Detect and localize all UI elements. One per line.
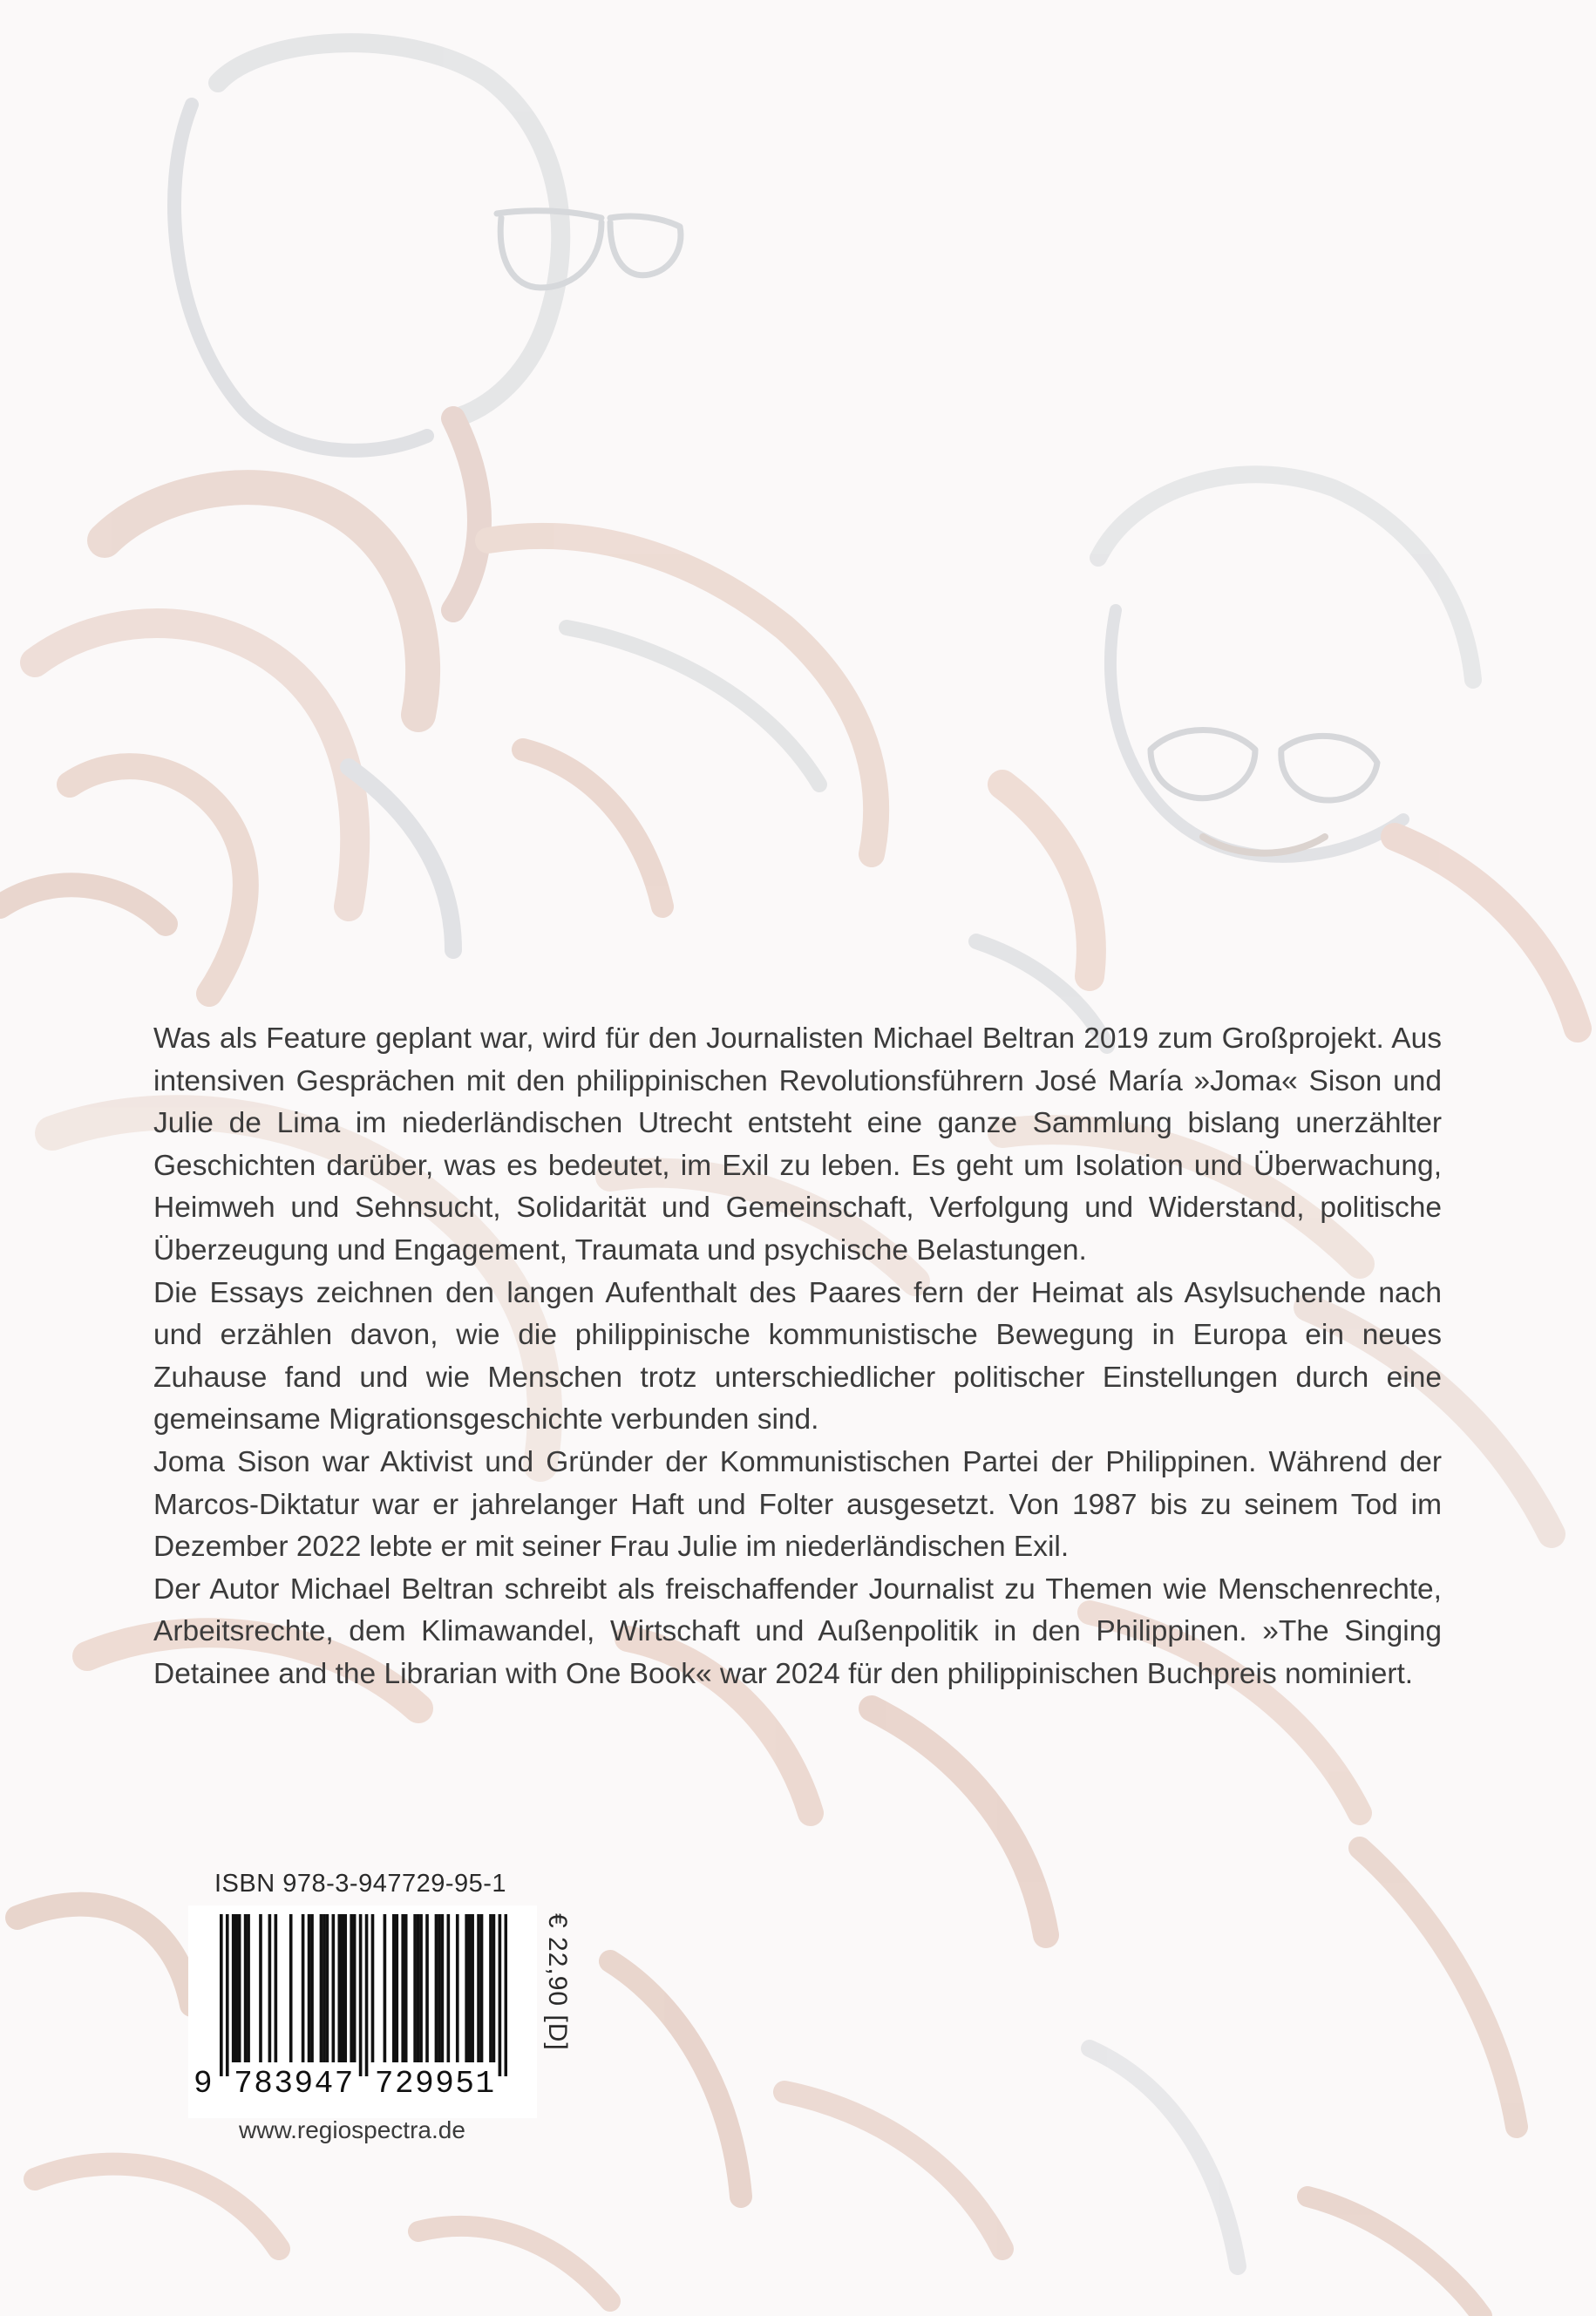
barcode-bar bbox=[234, 1914, 238, 2062]
barcode-bar bbox=[489, 1914, 492, 2062]
barcode-bar bbox=[308, 1914, 311, 2062]
barcode-bar bbox=[310, 1914, 314, 2062]
barcode-bar bbox=[456, 1914, 459, 2062]
barcode-digits: 9 783947 729951 bbox=[194, 2066, 496, 2102]
blurb-paragraph: Was als Feature geplant war, wird für den Journalisten Michael Beltran 2019 zum Großprojekt. Aus intensiven Gesprächen mit den philippinischen Revolutionsführern José María »Joma« Sison und Julie de Lima im niederländischen Utrecht entsteht eine ganze Sammlung bislang unerzählter Geschichten darüber, was es bedeutet, im Exil zu leben. Es geht um Isolation und Überwachung, Heimweh und Sehnsucht, Solidarität und Gemeinschaft, Verfolgung und Widerstand, politische Überzeugung und Engagement, Traumata und psychische Belastungen. bbox=[153, 1022, 1442, 1267]
isbn-label: ISBN 978-3-947729-95-1 bbox=[214, 1870, 507, 1898]
barcode-bar bbox=[343, 1914, 347, 2062]
barcode-bar bbox=[471, 1914, 474, 2062]
barcode-bar bbox=[384, 1914, 387, 2062]
barcode-bar bbox=[244, 1914, 248, 2062]
barcode-bar bbox=[275, 1914, 278, 2062]
barcode-bar bbox=[465, 1914, 468, 2062]
barcode-bar bbox=[268, 1914, 272, 2062]
barcode-bar bbox=[302, 1914, 305, 2062]
barcode-area bbox=[188, 1905, 537, 2118]
barcode-bar bbox=[350, 1914, 353, 2062]
ean13-barcode-icon bbox=[220, 1914, 507, 2076]
barcode-bar bbox=[326, 1914, 329, 2062]
barcode-bar bbox=[435, 1914, 438, 2062]
barcode-bar bbox=[413, 1914, 417, 2062]
barcode-bar bbox=[259, 1914, 262, 2062]
barcode-bar bbox=[492, 1914, 496, 2062]
barcode-bar bbox=[404, 1914, 408, 2062]
barcode-bar bbox=[447, 1914, 451, 2062]
barcode-bar bbox=[353, 1914, 357, 2062]
barcode-bar bbox=[238, 1914, 241, 2062]
barcode-bar bbox=[232, 1914, 235, 2062]
barcode-bar bbox=[371, 1914, 375, 2062]
price-label: € 22,90 [D] bbox=[543, 1913, 572, 2051]
barcode-bar bbox=[220, 1914, 223, 2076]
barcode-bar bbox=[401, 1914, 404, 2062]
barcode-bar bbox=[425, 1914, 429, 2062]
barcode-bar bbox=[341, 1914, 344, 2062]
barcode-bar bbox=[323, 1914, 326, 2062]
publisher-website: www.regiospectra.de bbox=[239, 2116, 465, 2143]
barcode-bar bbox=[289, 1914, 293, 2062]
barcode-bar bbox=[417, 1914, 420, 2062]
barcode-bar bbox=[226, 1914, 229, 2076]
blurb-paragraph: Der Autor Michael Beltran schreibt als freischaffender Journalist zu Themen wie Menschenrechte, Arbeitsrechte, dem Klimawandel, Wirtschaft und Außenpolitik in den Philippinen. »The Singing Detainee and the Librarian with One Book« war 2024 für den philippinischen Buchpreis nominiert. bbox=[153, 1572, 1442, 1690]
barcode-bar bbox=[480, 1914, 484, 2062]
barcode-bar bbox=[392, 1914, 396, 2062]
barcode-bar bbox=[419, 1914, 423, 2062]
blurb-text bbox=[153, 1018, 1442, 1696]
blurb-paragraph: Die Essays zeichnen den langen Aufenthalt des Paares fern der Heimat als Asylsuchende nach und erzählen davon, wie die philippinische kommunistische Bewegung in Europa ein neues Zuhause fand und wie Menschen trotz unterschiedlicher politischer Einstellungen durch eine gemeinsame Migrationsgeschichte verbunden sind. bbox=[153, 1276, 1442, 1436]
barcode-bar bbox=[468, 1914, 472, 2062]
barcode-bar bbox=[359, 1914, 363, 2076]
barcode-bar bbox=[499, 1914, 502, 2076]
barcode-bar bbox=[505, 1914, 507, 2076]
barcode-bar bbox=[395, 1914, 398, 2062]
barcode-bar bbox=[441, 1914, 445, 2062]
barcode-bar bbox=[337, 1914, 341, 2062]
barcode-bar bbox=[332, 1914, 336, 2062]
blurb-paragraph: Joma Sison war Aktivist und Gründer der Kommunistischen Partei der Philippinen. Während der Marcos-Diktatur war er jahrelanger Haft und Folter ausgesetzt. Von 1987 bis zu seinem Tod im Dezember 2022 lebte er mit seiner Frau Julie im niederländischen Exil. bbox=[153, 1445, 1442, 1564]
barcode-bar bbox=[247, 1914, 250, 2062]
barcode-bar bbox=[365, 1914, 369, 2076]
barcode-bar bbox=[438, 1914, 441, 2062]
barcode-bar bbox=[477, 1914, 480, 2062]
barcode-bar bbox=[320, 1914, 323, 2062]
